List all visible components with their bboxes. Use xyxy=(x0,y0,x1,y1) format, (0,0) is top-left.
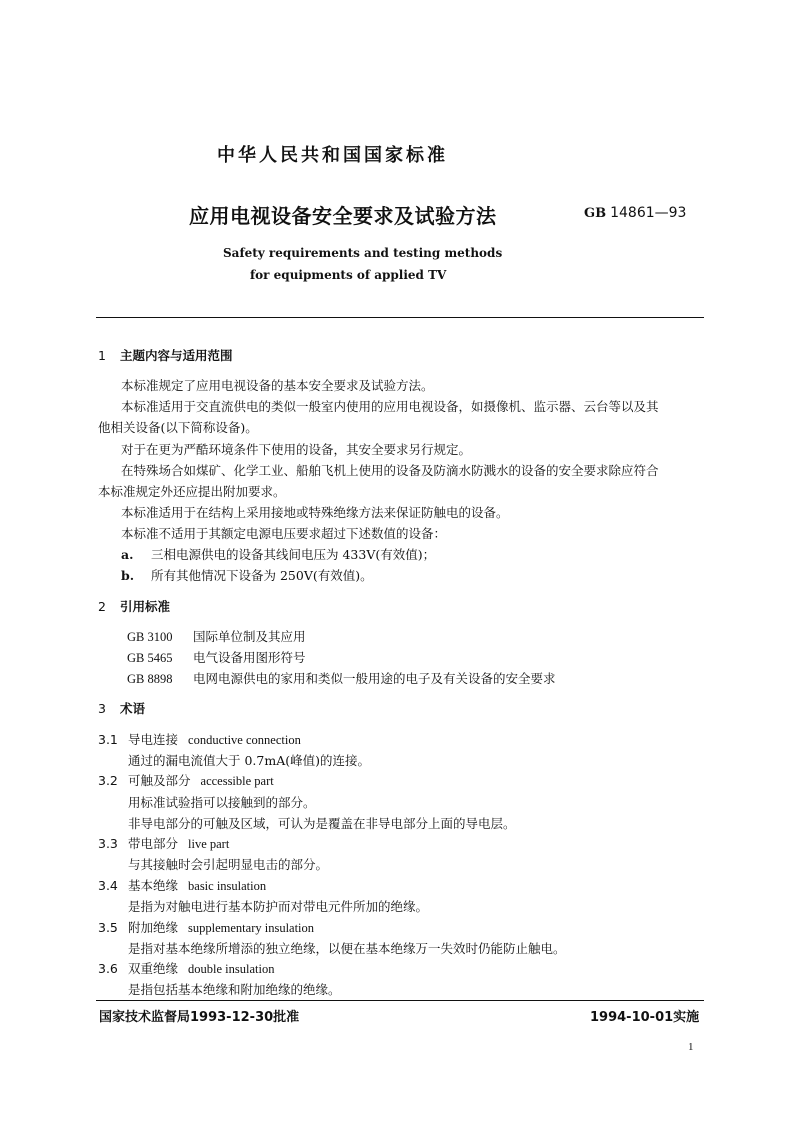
reference-code: GB 8898 xyxy=(127,672,173,686)
term-english: conductive connection xyxy=(188,733,301,747)
term-english: live part xyxy=(188,837,230,851)
section-3-number: 3 xyxy=(98,701,106,716)
term-3-4-definition: 是指为对触电进行基本防护而对带电元件所加的绝缘。 xyxy=(128,899,429,914)
title-english-line1: Safety requirements and testing methods xyxy=(223,246,503,260)
reference-item xyxy=(127,627,306,645)
reference-code: GB 5465 xyxy=(127,651,173,665)
section-1-para-1: 本标准规定了应用电视设备的基本安全要求及试验方法。 xyxy=(121,378,434,393)
term-english: double insulation xyxy=(188,962,275,976)
section-1-para-3: 对于在更为严酷环境条件下使用的设备，其安全要求另行规定。 xyxy=(121,442,472,457)
term-3-3-heading xyxy=(98,834,229,852)
section-1-para-2-line1: 本标准适用于交直流供电的类似一般室内使用的应用电视设备，如摄像机、监示器、云台等以及其 xyxy=(121,399,659,414)
item-a-label: a. xyxy=(121,547,134,562)
section-2-number: 2 xyxy=(98,599,106,614)
term-chinese: 基本绝缘 xyxy=(128,878,179,893)
effective-date-line: 1994-10-01实施 xyxy=(590,1010,700,1025)
header-divider xyxy=(96,317,704,318)
section-1-heading xyxy=(98,346,233,364)
term-3-2-definition-1: 用标准试验指可以接触到的部分。 xyxy=(128,795,316,810)
term-chinese: 带电部分 xyxy=(128,836,179,851)
standard-code xyxy=(584,205,686,221)
term-3-4-heading xyxy=(98,876,266,894)
term-english: supplementary insulation xyxy=(188,921,315,935)
title-english-line2: for equipments of applied TV xyxy=(250,268,447,282)
section-3-title: 术语 xyxy=(120,701,146,716)
title-chinese: 应用电视设备安全要求及试验方法 xyxy=(189,204,497,228)
standard-name: 中华人民共和国国家标准 xyxy=(217,145,448,166)
term-3-2-heading xyxy=(98,771,274,789)
item-b-text: 所有其他情况下设备为 250V(有效值)。 xyxy=(151,568,373,583)
section-1-para-4-line2: 本标准规定外还应提出附加要求。 xyxy=(98,484,286,499)
term-3-2-definition-2: 非导电部分的可触及区域，可认为是覆盖在非导电部分上面的导电层。 xyxy=(128,816,516,831)
page-number: 1 xyxy=(688,1041,694,1053)
section-1-para-5: 本标准适用于在结构上采用接地或特殊绝缘方法来保证防触电的设备。 xyxy=(121,505,509,520)
term-english: basic insulation xyxy=(188,879,267,893)
term-number: 3.4 xyxy=(98,878,118,893)
term-number: 3.2 xyxy=(98,773,118,788)
term-3-5-definition: 是指对基本绝缘所增添的独立绝缘，以便在基本绝缘万一失效时仍能防止触电。 xyxy=(128,941,566,956)
term-number: 3.1 xyxy=(98,732,118,747)
term-chinese: 附加绝缘 xyxy=(128,920,179,935)
term-3-6-definition: 是指包括基本绝缘和附加绝缘的绝缘。 xyxy=(128,982,341,997)
term-chinese: 导电连接 xyxy=(128,732,179,747)
section-1-para-4-line1: 在特殊场合如煤矿、化学工业、船舶飞机上使用的设备及防滴水防溅水的设备的安全要求除应符合 xyxy=(121,463,659,478)
term-chinese: 双重绝缘 xyxy=(128,961,179,976)
footer-divider xyxy=(96,1000,704,1001)
term-chinese: 可触及部分 xyxy=(128,773,191,788)
reference-code: GB 3100 xyxy=(127,630,173,644)
term-3-3-definition: 与其接触时会引起明显电击的部分。 xyxy=(128,857,329,872)
section-2-title: 引用标准 xyxy=(120,599,171,614)
term-english: accessible part xyxy=(200,774,274,788)
reference-item xyxy=(127,648,306,666)
section-1-number: 1 xyxy=(98,348,106,363)
term-number: 3.6 xyxy=(98,961,118,976)
term-3-1-definition: 通过的漏电流值大于 0.7mA(峰值)的连接。 xyxy=(128,753,370,768)
section-1-para-6: 本标准不适用于其额定电源电压要求超过下述数值的设备： xyxy=(121,526,447,541)
standard-code-number: 14861—93 xyxy=(610,205,687,221)
section-1-item-a xyxy=(121,545,435,563)
standard-code-prefix: GB xyxy=(584,206,607,221)
reference-item xyxy=(127,669,556,687)
term-3-1-heading xyxy=(98,730,301,748)
approval-line: 国家技术监督局1993-12-30批准 xyxy=(99,1010,300,1025)
term-3-5-heading xyxy=(98,918,314,936)
item-b-label: b. xyxy=(121,568,135,583)
term-number: 3.5 xyxy=(98,920,118,935)
section-2-heading xyxy=(98,597,170,615)
section-1-title: 主题内容与适用范围 xyxy=(120,348,233,363)
reference-title: 电气设备用图形符号 xyxy=(193,650,306,665)
term-number: 3.3 xyxy=(98,836,118,851)
section-1-item-b xyxy=(121,566,373,584)
section-1-para-2-line2: 他相关设备(以下简称设备)。 xyxy=(98,420,258,435)
reference-title: 电网电源供电的家用和类似一般用途的电子及有关设备的安全要求 xyxy=(193,671,556,686)
item-a-text: 三相电源供电的设备其线间电压为 433V(有效值)； xyxy=(151,547,436,562)
term-3-6-heading xyxy=(98,959,274,977)
reference-title: 国际单位制及其应用 xyxy=(193,629,306,644)
section-3-heading xyxy=(98,699,145,717)
